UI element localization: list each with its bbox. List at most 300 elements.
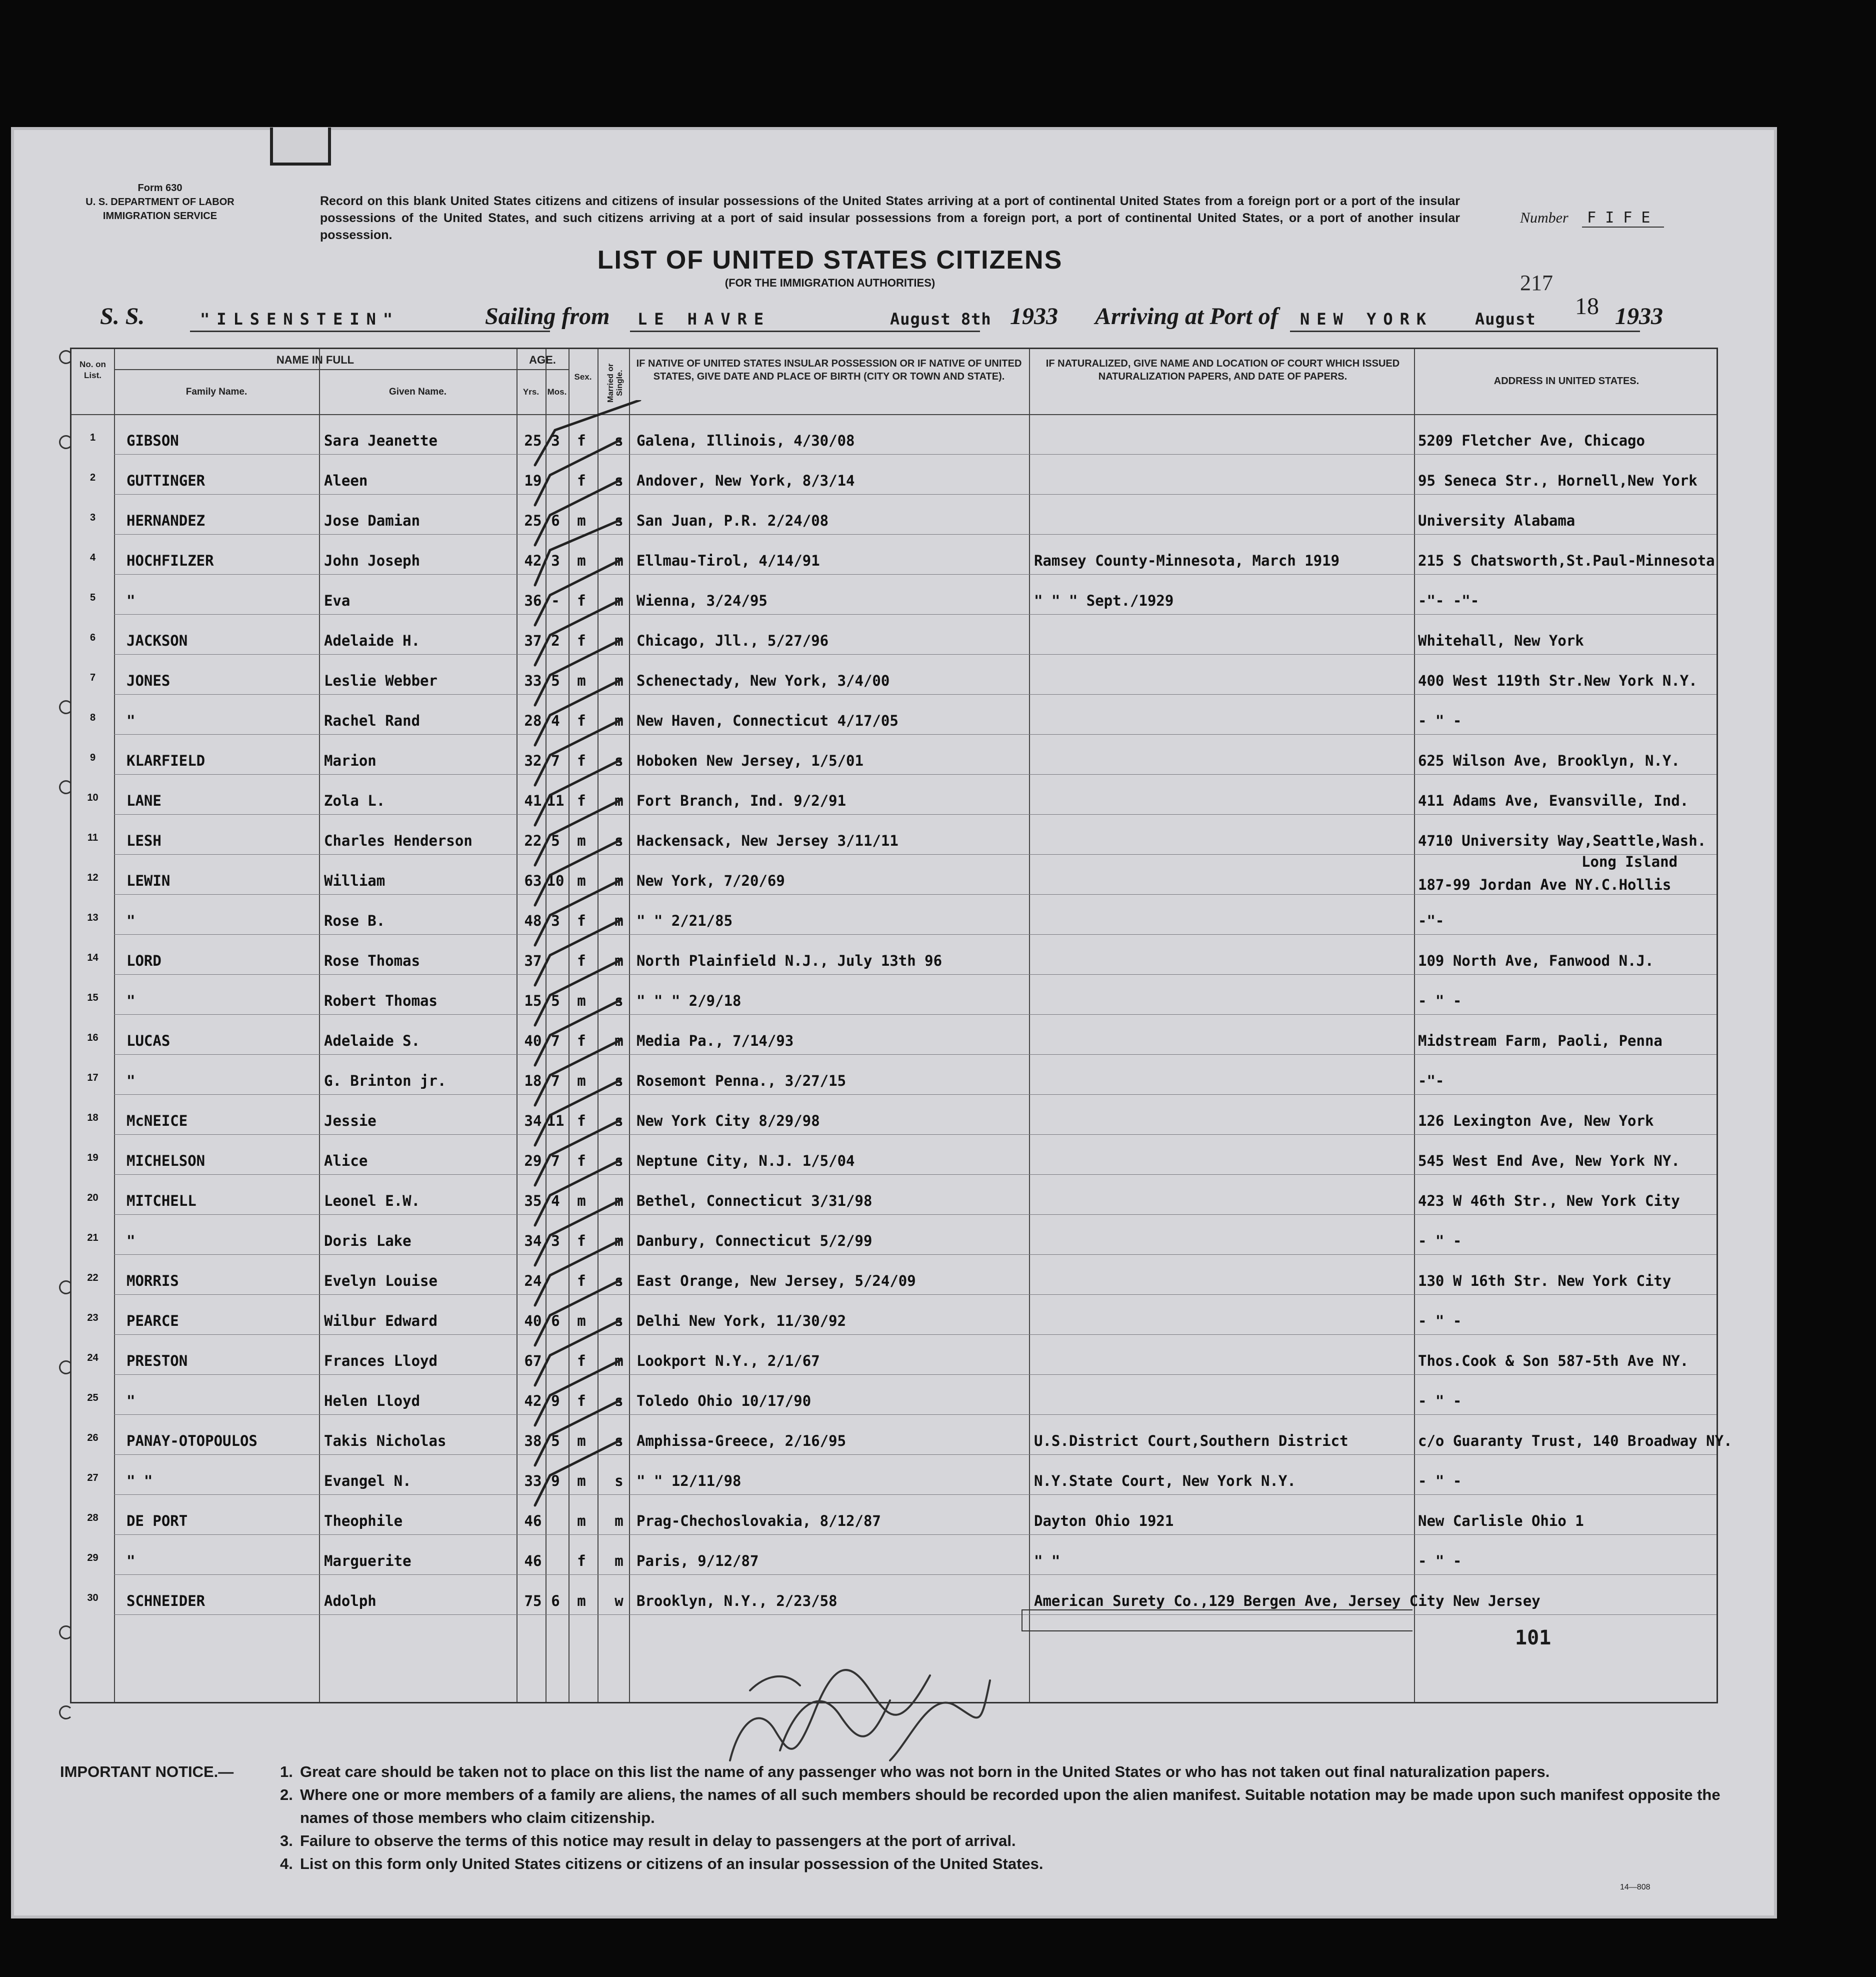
given-name: John Joseph (324, 552, 420, 569)
table-row (72, 819, 1716, 859)
row-number: 6 (90, 632, 96, 643)
age-months: 5 (551, 992, 560, 1009)
age-months: 3 (551, 432, 560, 449)
given-name: Adolph (324, 1592, 376, 1609)
address: - " - (1418, 1232, 1462, 1249)
table-row (72, 939, 1716, 979)
sex: f (577, 1152, 586, 1169)
age-months: 5 (551, 672, 560, 689)
header-no: No. on List. (80, 360, 106, 380)
notice-item-number: 1. (280, 1763, 293, 1780)
punch-hole (59, 1280, 73, 1294)
arriving-label: Arriving at Port of (1095, 303, 1278, 330)
family-name: DE PORT (126, 1512, 188, 1529)
row-number: 26 (87, 1432, 98, 1443)
address: 4710 University Way,Seattle,Wash. (1418, 832, 1706, 849)
address: University Alabama (1418, 512, 1576, 529)
address: 411 Adams Ave, Evansville, Ind. (1418, 792, 1689, 809)
sex: m (577, 1512, 586, 1529)
given-name: Alice (324, 1152, 368, 1169)
marital-status: m (614, 1352, 624, 1369)
family-name: " (126, 1552, 136, 1569)
notice-item (280, 1829, 1730, 1852)
notice-item-text: List on this form only United States citizens or citizens of an insular possession of the United States. (300, 1855, 1044, 1872)
place-of-birth: " " 12/11/98 (636, 1472, 742, 1489)
address: 130 W 16th Str. New York City (1418, 1272, 1672, 1289)
table-row (72, 459, 1716, 499)
notice-item-number: 2. (280, 1786, 293, 1803)
sex: f (577, 1032, 586, 1049)
given-name: Robert Thomas (324, 992, 438, 1009)
family-name: KLARFIELD (126, 752, 206, 769)
row-number: 1 (90, 432, 96, 443)
place-of-birth: New Haven, Connecticut 4/17/05 (636, 712, 898, 729)
address: Thos.Cook & Son 587-5th Ave NY. (1418, 1352, 1689, 1369)
marital-status: m (614, 912, 624, 929)
header-address: ADDRESS IN UNITED STATES. (1494, 376, 1640, 387)
header-name-in-full: NAME IN FULL (276, 354, 354, 366)
row-number: 22 (87, 1272, 98, 1283)
age-months: 3 (551, 1232, 560, 1249)
marital-status: m (614, 792, 624, 809)
table-row (72, 1019, 1716, 1059)
row-number: 28 (87, 1512, 98, 1523)
given-name: Marion (324, 752, 376, 769)
marital-status: s (614, 1472, 624, 1489)
department-name: U. S. DEPARTMENT OF LABOR (86, 197, 234, 208)
notice-item-text: Failure to observe the terms of this notice may result in delay to passengers at the port of arrival. (300, 1832, 1016, 1849)
age-years: 37 (524, 632, 542, 649)
given-name: Zola L. (324, 792, 386, 809)
marital-status: m (614, 952, 624, 969)
marital-status: m (614, 872, 624, 889)
marital-status: s (614, 512, 624, 529)
marital-status: s (614, 1072, 624, 1089)
table-row (72, 419, 1716, 459)
notice-item-number: 4. (280, 1855, 293, 1872)
row-number: 7 (90, 672, 96, 683)
family-name: LANE (126, 792, 162, 809)
sex: f (577, 952, 586, 969)
page-subtitle: (FOR THE IMMIGRATION AUTHORITIES) (724, 277, 936, 289)
marital-status: s (614, 832, 624, 849)
sex: f (577, 432, 586, 449)
naturalization: Ramsey County-Minnesota, March 1919 (1034, 552, 1340, 569)
address: - " - (1418, 1472, 1462, 1489)
header-age: AGE. (529, 354, 556, 366)
age-years: 67 (524, 1352, 542, 1369)
punch-hole (59, 1360, 73, 1374)
table-row (72, 899, 1716, 939)
address: Whitehall, New York (1418, 632, 1584, 649)
sex: m (577, 512, 586, 529)
age-years: 34 (524, 1232, 542, 1249)
passenger-count: 101 (1515, 1626, 1552, 1649)
notice-item-text: Great care should be taken not to place on this list the name of any passenger who was not born in the United States or who has not taken out final naturalization papers. (300, 1763, 1550, 1780)
age-months: 5 (551, 1432, 560, 1449)
row-number: 15 (87, 992, 98, 1003)
family-name: JACKSON (126, 632, 188, 649)
sex: f (577, 1552, 586, 1569)
table-row (72, 1139, 1716, 1179)
family-name: SCHNEIDER (126, 1592, 206, 1609)
given-name: Rose Thomas (324, 952, 420, 969)
place-of-birth: San Juan, P.R. 2/24/08 (636, 512, 829, 529)
address: -"- (1418, 912, 1444, 929)
sex: f (577, 752, 586, 769)
family-name: PEARCE (126, 1312, 179, 1329)
place-of-birth: Danbury, Connecticut 5/2/99 (636, 1232, 872, 1249)
header-birth: IF NATIVE OF UNITED STATES INSULAR POSSESSION OR IF NATIVE OF UNITED STATES, GIVE DATE AND PLACE OF BIRTH (CITY OR TOWN AND STATE). (636, 358, 1022, 382)
naturalization: U.S.District Court,Southern District (1034, 1432, 1348, 1449)
sex: m (577, 1072, 586, 1089)
given-name: Sara Jeanette (324, 432, 438, 449)
age-years: 28 (524, 712, 542, 729)
marital-status: s (614, 1312, 624, 1329)
age-years: 35 (524, 1192, 542, 1209)
address: 109 North Ave, Fanwood N.J. (1418, 952, 1654, 969)
row-number: 19 (87, 1152, 98, 1163)
sail-date: August 8th (890, 310, 992, 329)
sex: f (577, 1272, 586, 1289)
row-number: 2 (90, 472, 96, 483)
table-row (72, 739, 1716, 779)
header-sex: Sex. (574, 372, 592, 382)
row-number: 11 (87, 832, 98, 843)
given-name: Charles Henderson (324, 832, 472, 849)
from-port: LE HAVRE (638, 310, 771, 329)
naturalization: " " (1034, 1552, 1060, 1569)
family-name: " (126, 992, 136, 1009)
family-name: PANAY-OTOPOULOS (126, 1432, 258, 1449)
age-years: 15 (524, 992, 542, 1009)
punch-hole (59, 780, 73, 794)
marital-status: m (614, 1512, 624, 1529)
marital-status: s (614, 752, 624, 769)
age-months: 2 (551, 632, 560, 649)
ss-label: S. S. (100, 303, 145, 330)
place-of-birth: Fort Branch, Ind. 9/2/91 (636, 792, 846, 809)
table-row (72, 499, 1716, 539)
header-mos: Mos. (547, 387, 567, 397)
marital-status: m (614, 1232, 624, 1249)
place-of-birth: Delhi New York, 11/30/92 (636, 1312, 846, 1329)
place-of-birth: Prag-Chechoslovakia, 8/12/87 (636, 1512, 881, 1529)
sex: m (577, 872, 586, 889)
sex: f (577, 912, 586, 929)
sex: m (577, 1592, 586, 1609)
given-name: G. Brinton jr. (324, 1072, 446, 1089)
row-number: 30 (87, 1592, 98, 1603)
given-name: William (324, 872, 386, 889)
family-name: LESH (126, 832, 162, 849)
check-marks (520, 400, 645, 1590)
notice-item-number: 3. (280, 1832, 293, 1849)
given-name: Rachel Rand (324, 712, 420, 729)
row-number: 20 (87, 1192, 98, 1203)
marital-status: w (614, 1592, 624, 1609)
number-value: FIFE (1582, 209, 1664, 228)
given-name: Leonel E.W. (324, 1192, 420, 1209)
sex: m (577, 832, 586, 849)
age-months: 3 (551, 912, 560, 929)
address: - " - (1418, 992, 1462, 1009)
family-name: JONES (126, 672, 170, 689)
sex: m (577, 552, 586, 569)
address: 187-99 Jordan Ave NY.C.Hollis (1418, 876, 1672, 893)
sex: m (577, 1432, 586, 1449)
age-months: 4 (551, 1192, 560, 1209)
family-name: " (126, 712, 136, 729)
place-of-birth: " " 2/21/85 (636, 912, 733, 929)
punch-hole (59, 435, 73, 449)
family-name: " (126, 1232, 136, 1249)
given-name: Doris Lake (324, 1232, 412, 1249)
age-months: - (551, 592, 560, 609)
age-years: 36 (524, 592, 542, 609)
sex: f (577, 1352, 586, 1369)
binder-tab (270, 128, 331, 166)
page-title: LIST OF UNITED STATES CITIZENS (597, 246, 1063, 275)
row-number: 23 (87, 1312, 98, 1323)
form-number: Form 630 (138, 183, 182, 194)
place-of-birth: Ellmau-Tirol, 4/14/91 (636, 552, 820, 569)
marital-status: m (614, 1192, 624, 1209)
table-row (72, 1499, 1716, 1539)
table-row (72, 579, 1716, 619)
notice-item (280, 1760, 1730, 1783)
list-number (1520, 209, 1664, 227)
header-given-name: Given Name. (388, 387, 447, 397)
address: 215 S Chatsworth,St.Paul-Minnesota (1418, 552, 1715, 569)
intro-text: Record on this blank United States citizens and citizens of insular possessions of the United States arriving at a port of continental United States from a foreign port or a port of the insular possessions of the United States, and such citizens arriving at a port of said insular possessions from a foreign port, a port of continental United States, or a port of another insular possession. (320, 194, 1460, 242)
age-months: 7 (551, 1152, 560, 1169)
family-name: " " (126, 1472, 153, 1489)
place-of-birth: Media Pa., 7/14/93 (636, 1032, 794, 1049)
header-family-name: Family Name. (186, 387, 248, 397)
age-months: 6 (551, 1312, 560, 1329)
age-years: 38 (524, 1432, 542, 1449)
given-name: Marguerite (324, 1552, 412, 1569)
family-name: " (126, 1072, 136, 1089)
given-name: Rose B. (324, 912, 386, 929)
age-years: 46 (524, 1512, 542, 1529)
age-months: 5 (551, 832, 560, 849)
place-of-birth: Amphissa-Greece, 2/16/95 (636, 1432, 846, 1449)
place-of-birth: Andover, New York, 8/3/14 (636, 472, 855, 489)
age-years: 25 (524, 432, 542, 449)
table-row (72, 1459, 1716, 1499)
row-number: 21 (87, 1232, 98, 1243)
row-number: 5 (90, 592, 96, 603)
marital-status: s (614, 1152, 624, 1169)
address: - " - (1418, 1312, 1462, 1329)
naturalization: American Surety Co.,129 Bergen Ave, Jersey City New Jersey (1034, 1592, 1540, 1609)
address: 625 Wilson Ave, Brooklyn, N.Y. (1418, 752, 1680, 769)
place-of-birth: New York, 7/20/69 (636, 872, 785, 889)
age-months: 3 (551, 552, 560, 569)
age-years: 22 (524, 832, 542, 849)
place-of-birth: Chicago, Jll., 5/27/96 (636, 632, 829, 649)
age-years: 40 (524, 1312, 542, 1329)
marital-status: s (614, 432, 624, 449)
row-number: 8 (90, 712, 96, 723)
voyage-line (100, 293, 1700, 338)
sex: f (577, 1392, 586, 1409)
given-name: Evangel N. (324, 1472, 412, 1489)
age-months: 7 (551, 752, 560, 769)
address: -"- -"- (1418, 592, 1480, 609)
place-of-birth: " " " 2/9/18 (636, 992, 742, 1009)
given-name: Jessie (324, 1112, 376, 1129)
age-months: 6 (551, 1592, 560, 1609)
row-number: 16 (87, 1032, 98, 1043)
place-of-birth: Hoboken New Jersey, 1/5/01 (636, 752, 864, 769)
place-of-birth: Bethel, Connecticut 3/31/98 (636, 1192, 872, 1209)
table-row (72, 1299, 1716, 1339)
address: 126 Lexington Ave, New York (1418, 1112, 1654, 1129)
sex: f (577, 1112, 586, 1129)
age-years: 19 (524, 472, 542, 489)
table-row (72, 619, 1716, 659)
age-months: 7 (551, 1032, 560, 1049)
given-name: Helen Lloyd (324, 1392, 420, 1409)
marital-status: m (614, 1552, 624, 1569)
table-row (72, 659, 1716, 699)
row-number: 10 (87, 792, 98, 803)
table-row (72, 699, 1716, 739)
punch-hole (59, 1705, 73, 1719)
passenger-table (70, 348, 1732, 1703)
given-name: Evelyn Louise (324, 1272, 438, 1289)
table-row (72, 853, 1716, 899)
given-name: Leslie Webber (324, 672, 438, 689)
header-naturalized: IF NATURALIZED, GIVE NAME AND LOCATION OF COURT WHICH ISSUED NATURALIZATION PAPERS, AND DATE OF PAPERS. (1046, 358, 1400, 382)
marital-status: m (614, 1032, 624, 1049)
address-note: Long Island (1582, 853, 1678, 870)
age-years: 40 (524, 1032, 542, 1049)
bracket-line (1022, 1609, 1412, 1631)
row-number: 25 (87, 1392, 98, 1403)
age-months: 9 (551, 1472, 560, 1489)
row-number: 27 (87, 1472, 98, 1483)
age-years: 33 (524, 672, 542, 689)
family-name: McNEICE (126, 1112, 188, 1129)
sailing-label: Sailing from (485, 303, 610, 330)
table-row (72, 1539, 1716, 1579)
age-years: 33 (524, 1472, 542, 1489)
place-of-birth: Paris, 9/12/87 (636, 1552, 759, 1569)
address: 95 Seneca Str., Hornell,New York (1418, 472, 1698, 489)
naturalization: N.Y.State Court, New York N.Y. (1034, 1472, 1296, 1489)
row-number: 14 (87, 952, 98, 963)
marital-status: s (614, 1112, 624, 1129)
address: 423 W 46th Str., New York City (1418, 1192, 1680, 1209)
age-years: 18 (524, 1072, 542, 1089)
age-months: 10 (546, 872, 564, 889)
naturalization: " " " Sept./1929 (1034, 592, 1174, 609)
family-name: " (126, 1392, 136, 1409)
given-name: Frances Lloyd (324, 1352, 438, 1369)
arrive-date: August (1475, 310, 1536, 329)
sex: m (577, 1472, 586, 1489)
signature-image (720, 1630, 1000, 1780)
sex: m (577, 992, 586, 1009)
form-stamp: 14—808 (1620, 1883, 1650, 1891)
age-years: 48 (524, 912, 542, 929)
place-of-birth: East Orange, New Jersey, 5/24/09 (636, 1272, 916, 1289)
row-number: 4 (90, 552, 96, 563)
address: -"- (1418, 1072, 1444, 1089)
age-months: 11 (546, 792, 564, 809)
marital-status: m (614, 712, 624, 729)
given-name: Wilbur Edward (324, 1312, 438, 1329)
handwritten-page-number: 217 (1520, 271, 1553, 295)
table-row (72, 1219, 1716, 1259)
row-number: 29 (87, 1552, 98, 1563)
table-row (72, 539, 1716, 579)
family-name: GUTTINGER (126, 472, 206, 489)
sex: f (577, 792, 586, 809)
ship-name: "ILSENSTEIN" (200, 310, 400, 329)
notice-item (280, 1852, 1730, 1875)
sex: f (577, 632, 586, 649)
place-of-birth: Neptune City, N.J. 1/5/04 (636, 1152, 855, 1169)
address: c/o Guaranty Trust, 140 Broadway NY. (1418, 1432, 1732, 1449)
address: 5209 Fletcher Ave, Chicago (1418, 432, 1645, 449)
address: 545 West End Ave, New York NY. (1418, 1152, 1680, 1169)
row-number: 9 (90, 752, 96, 763)
place-of-birth: North Plainfield N.J., July 13th 96 (636, 952, 942, 969)
notice-lead: IMPORTANT NOTICE.— (60, 1763, 234, 1780)
address: Midstream Farm, Paoli, Penna (1418, 1032, 1662, 1049)
family-name: MORRIS (126, 1272, 179, 1289)
family-name: GIBSON (126, 432, 179, 449)
arrive-year: 1933 (1615, 303, 1663, 330)
naturalization: Dayton Ohio 1921 (1034, 1512, 1174, 1529)
family-name: " (126, 592, 136, 609)
table-row (72, 1419, 1732, 1459)
age-years: 32 (524, 752, 542, 769)
notice-item (280, 1783, 1730, 1829)
to-port: NEW YORK (1300, 310, 1434, 329)
family-name: HOCHFILZER (126, 552, 214, 569)
service-name: IMMIGRATION SERVICE (102, 211, 218, 222)
place-of-birth: Rosemont Penna., 3/27/15 (636, 1072, 846, 1089)
table-row (72, 1259, 1716, 1299)
place-of-birth: Toledo Ohio 10/17/90 (636, 1392, 812, 1409)
family-name: PRESTON (126, 1352, 188, 1369)
age-years: 75 (524, 1592, 542, 1609)
address: - " - (1418, 1552, 1462, 1569)
age-months: 9 (551, 1392, 560, 1409)
sex: m (577, 1192, 586, 1209)
address: - " - (1418, 1392, 1462, 1409)
marital-status: m (614, 672, 624, 689)
age-years: 63 (524, 872, 542, 889)
address: New Carlisle Ohio 1 (1418, 1512, 1584, 1529)
age-months: 11 (546, 1112, 564, 1129)
punch-hole (59, 1625, 73, 1639)
marital-status: m (614, 552, 624, 569)
place-of-birth: New York City 8/29/98 (636, 1112, 820, 1129)
punch-hole (59, 350, 73, 364)
marital-status: s (614, 1432, 624, 1449)
marital-status: m (614, 632, 624, 649)
given-name: Eva (324, 592, 350, 609)
address: 400 West 119th Str.New York N.Y. (1418, 672, 1698, 689)
table-row (72, 1339, 1716, 1379)
